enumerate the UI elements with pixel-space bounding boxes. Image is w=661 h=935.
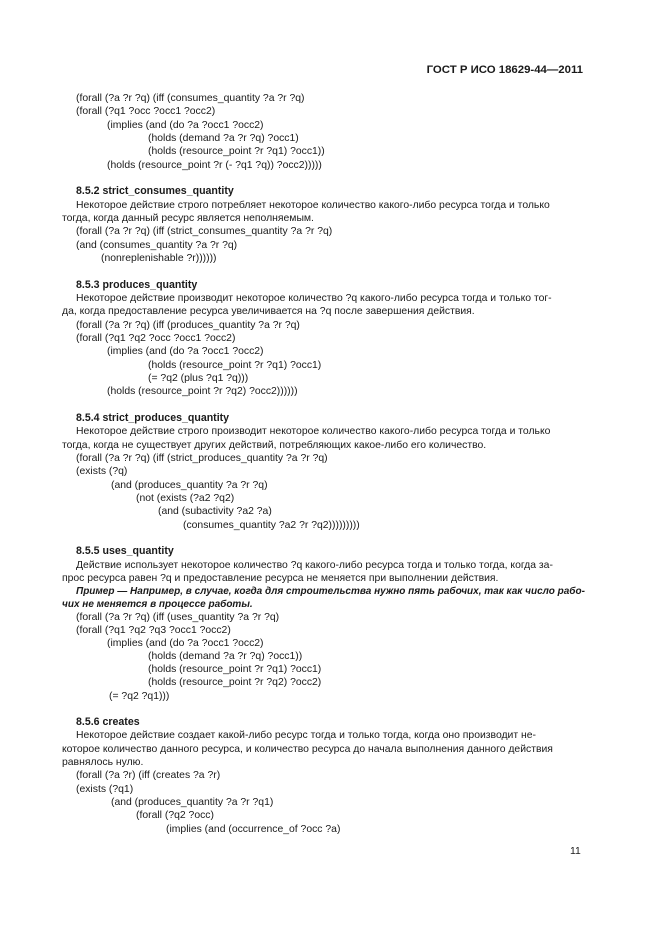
code-line: (forall (?a ?r ?q) (iff (consumes_quantity ?a ?r ?q) — [76, 93, 305, 104]
code-line: (holds (demand ?a ?r ?q) ?occ1) — [148, 133, 299, 144]
code-line: (forall (?a ?r ?q) (iff (strict_produces_quantity ?a ?r ?q) — [76, 453, 328, 464]
page-number: 11 — [570, 846, 581, 857]
code-line: (nonreplenishable ?r)))))) — [101, 253, 217, 264]
section-heading: 8.5.6 creates — [76, 716, 140, 728]
code-line: (implies (and (do ?a ?occ1 ?occ2) — [107, 346, 264, 357]
paragraph-line: тогда, когда не существует других действий, потребляющих какое-либо его количество. — [62, 440, 487, 451]
code-line: (and (produces_quantity ?a ?r ?q1) — [111, 797, 274, 808]
document-header: ГОСТ Р ИСО 18629-44—2011 — [426, 64, 583, 76]
section-heading: 8.5.4 strict_produces_quantity — [76, 412, 230, 424]
code-line: (forall (?q1 ?occ ?occ1 ?occ2) — [76, 106, 216, 117]
code-line: (holds (resource_point ?r (- ?q1 ?q)) ?occ2))))) — [107, 160, 322, 171]
paragraph-line: Некоторое действие строго производит некоторое количество какого-либо ресурса тогда и только — [76, 426, 551, 437]
code-line: (forall (?a ?r ?q) (iff (strict_consumes_quantity ?a ?r ?q) — [76, 226, 333, 237]
paragraph-line: которое количество данного ресурса, и количество ресурса до начала выполнения данного действия — [62, 744, 553, 755]
example-line: чих не меняется в процессе работы. — [62, 599, 253, 610]
code-line: (exists (?q1) — [76, 784, 134, 795]
paragraph-line: Действие использует некоторое количество ?q какого-либо ресурса тогда и только тогда, когда за- — [76, 560, 553, 571]
paragraph-line: прос ресурса равен ?q и предоставление ресурса не меняется при выполнении действия. — [62, 573, 499, 584]
code-line: (holds (resource_point ?r ?q1) ?occ1) — [148, 664, 322, 675]
paragraph-line: равнялось нулю. — [62, 757, 144, 768]
example-line: Пример — Например, в случае, когда для строительства нужно пять рабочих, так как число рабо- — [76, 586, 585, 597]
paragraph-line: Некоторое действие производит некоторое количество ?q какого-либо ресурса тогда и только тог- — [76, 293, 552, 304]
code-line: (and (consumes_quantity ?a ?r ?q) — [76, 240, 238, 251]
paragraph-line: да, когда предоставление ресурса увеличивается на ?q после завершения действия. — [62, 306, 475, 317]
code-line: (holds (resource_point ?r ?q2) ?occ2)))))) — [107, 386, 298, 397]
code-line: (= ?q2 ?q1))) — [109, 691, 170, 702]
code-line: (= ?q2 (plus ?q1 ?q))) — [148, 373, 249, 384]
paragraph-line: Некоторое действие создает какой-либо ресурс тогда и только тогда, когда оно производит не- — [76, 730, 536, 741]
code-line: (implies (and (occurrence_of ?occ ?a) — [166, 824, 341, 835]
section-heading: 8.5.2 strict_consumes_quantity — [76, 185, 234, 197]
code-line: (holds (resource_point ?r ?q2) ?occ2) — [148, 677, 322, 688]
code-line: (forall (?q1 ?q2 ?q3 ?occ1 ?occ2) — [76, 625, 231, 636]
code-line: (forall (?q1 ?q2 ?occ ?occ1 ?occ2) — [76, 333, 236, 344]
code-line: (exists (?q) — [76, 466, 128, 477]
code-line: (forall (?a ?r) (iff (creates ?a ?r) — [76, 770, 221, 781]
code-line: (and (subactivity ?a2 ?a) — [158, 506, 272, 517]
code-line: (forall (?a ?r ?q) (iff (uses_quantity ?a ?r ?q) — [76, 612, 280, 623]
code-line: (not (exists (?a2 ?q2) — [136, 493, 235, 504]
code-line: (implies (and (do ?a ?occ1 ?occ2) — [107, 120, 264, 131]
code-line: (forall (?q2 ?occ) — [136, 810, 214, 821]
code-line: (holds (demand ?a ?r ?q) ?occ1)) — [148, 651, 303, 662]
section-heading: 8.5.5 uses_quantity — [76, 545, 174, 557]
code-line: (holds (resource_point ?r ?q1) ?occ1)) — [148, 146, 325, 157]
code-line: (and (produces_quantity ?a ?r ?q) — [111, 480, 268, 491]
paragraph-line: Некоторое действие строго потребляет некоторое количество какого-либо ресурса тогда и только — [76, 200, 550, 211]
code-line: (consumes_quantity ?a2 ?r ?q2))))))))) — [183, 520, 360, 531]
code-line: (holds (resource_point ?r ?q1) ?occ1) — [148, 360, 322, 371]
code-line: (forall (?a ?r ?q) (iff (produces_quantity ?a ?r ?q) — [76, 320, 300, 331]
section-heading: 8.5.3 produces_quantity — [76, 279, 198, 291]
paragraph-line: тогда, когда данный ресурс является неполняемым. — [62, 213, 314, 224]
code-line: (implies (and (do ?a ?occ1 ?occ2) — [107, 638, 264, 649]
